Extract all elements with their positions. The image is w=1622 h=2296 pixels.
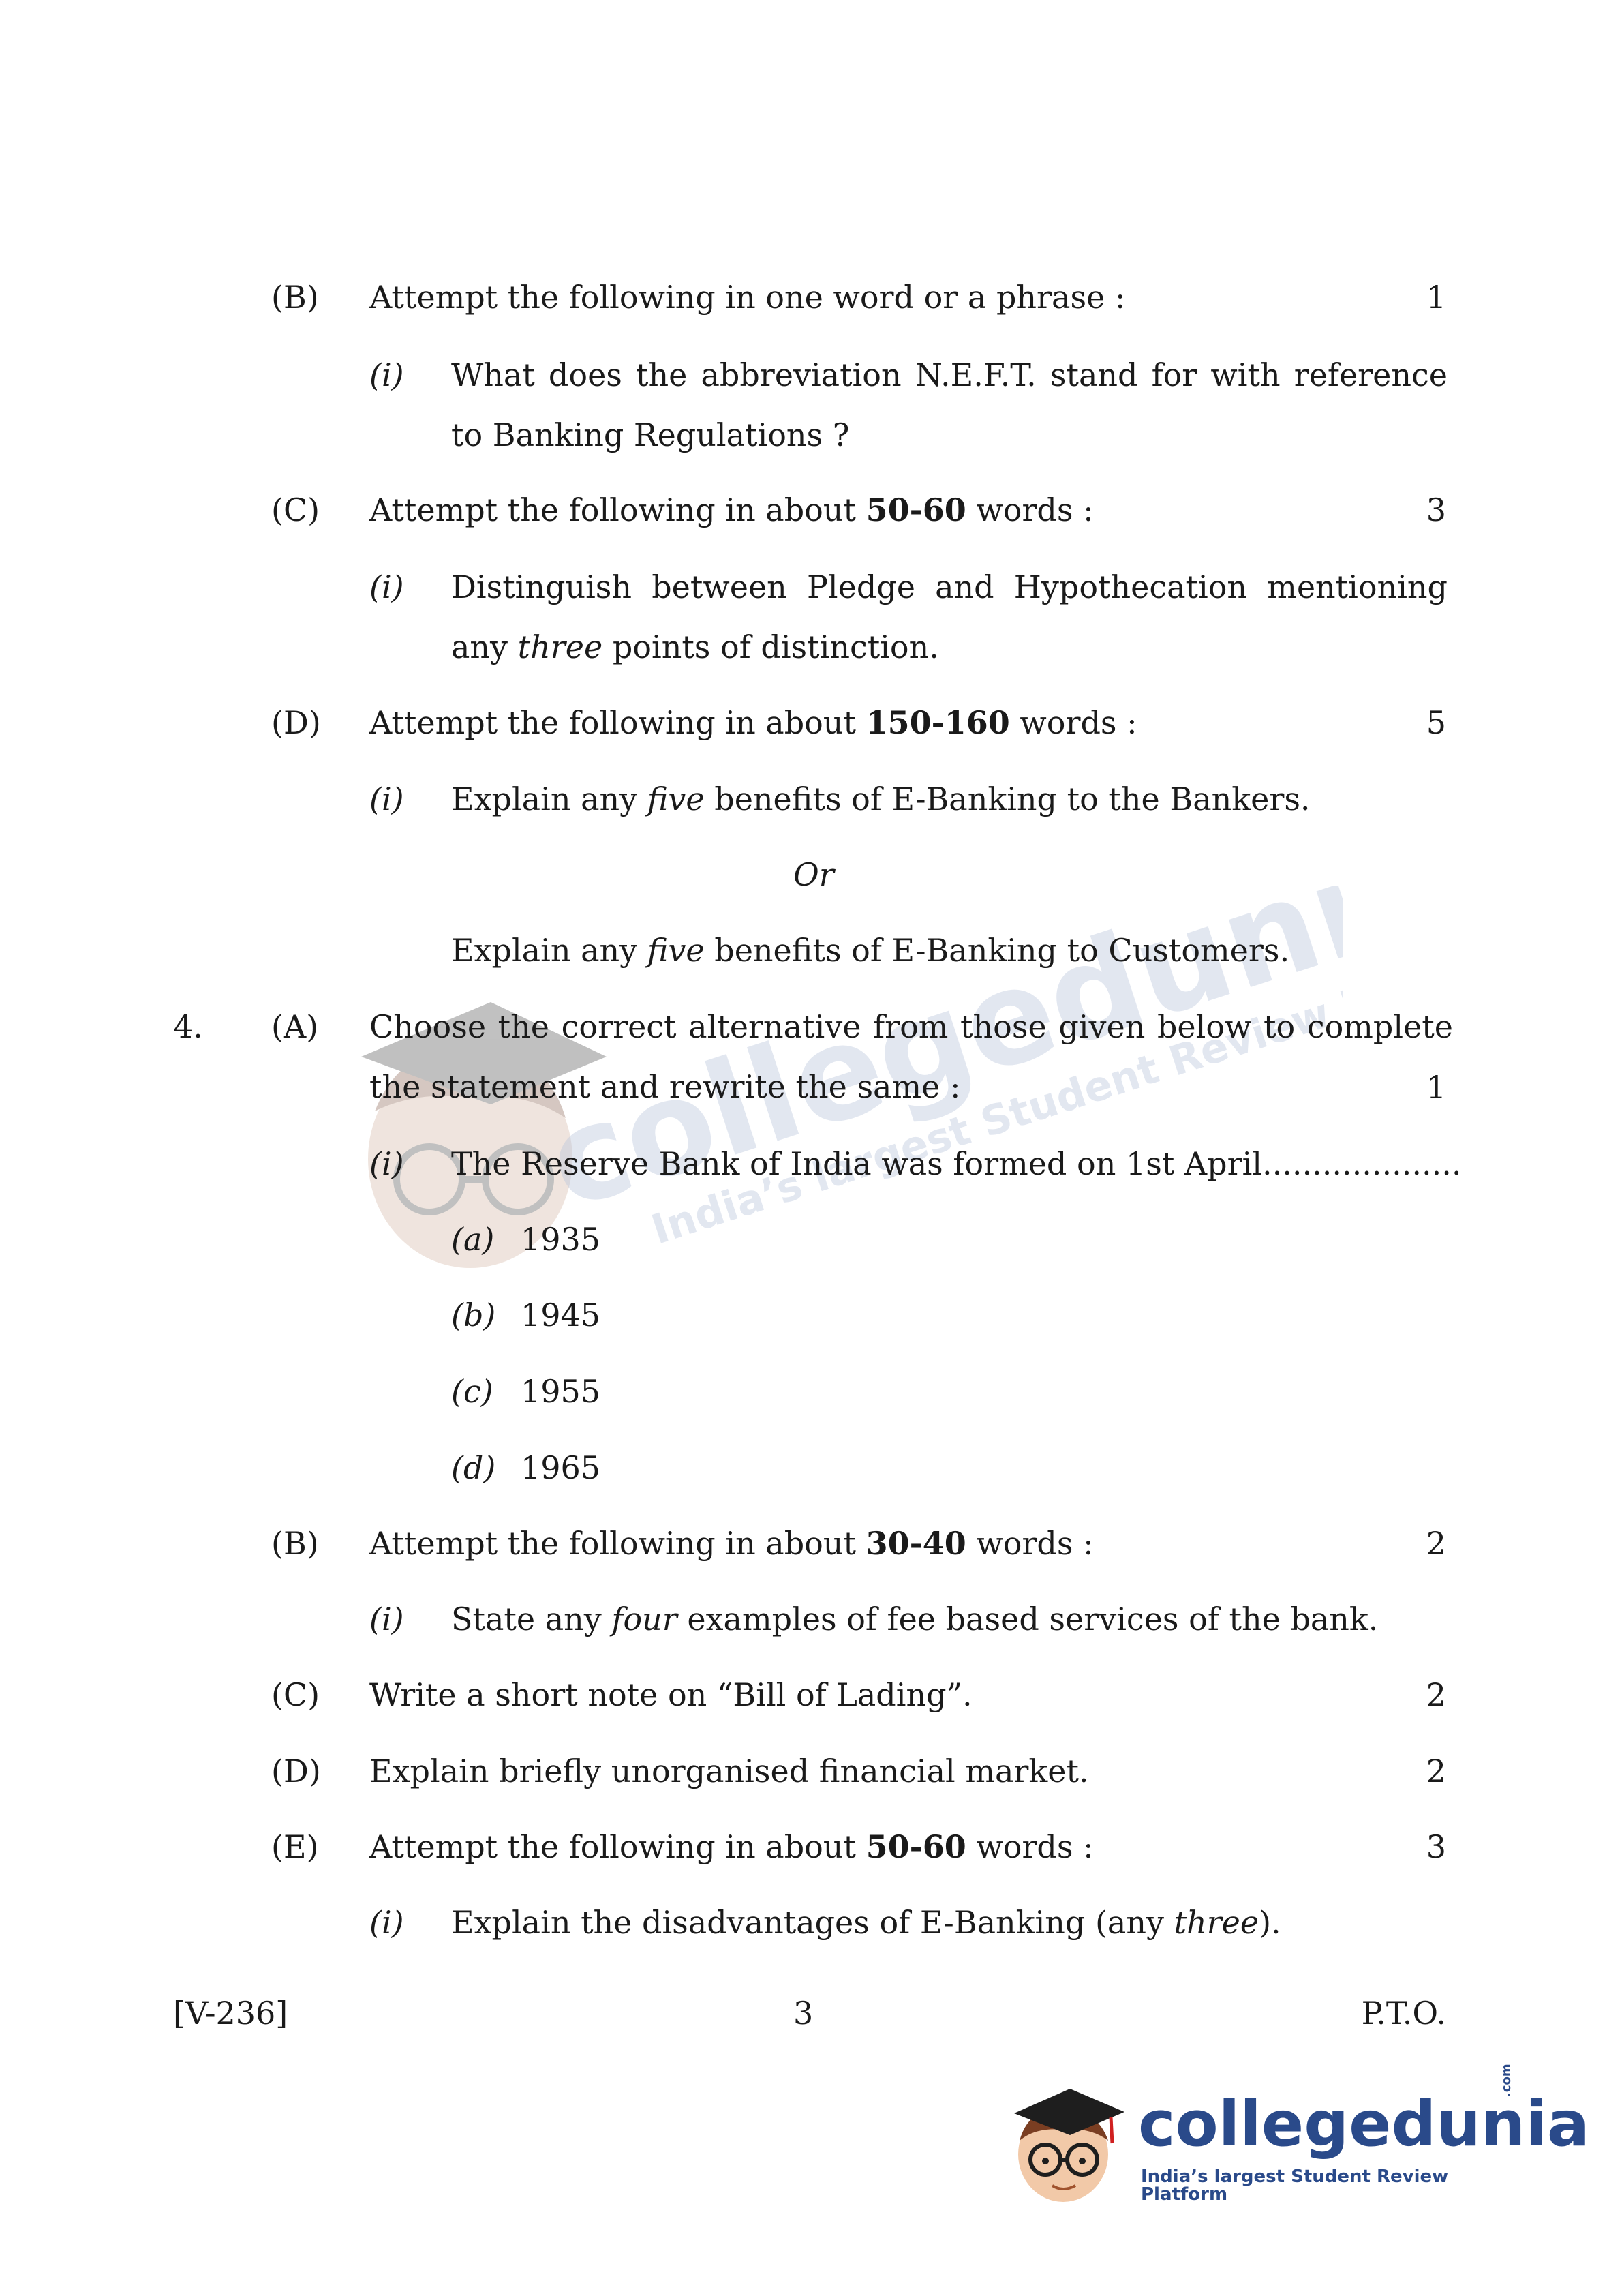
logo-tagline: India’s largest Student Review Platform — [1141, 2166, 1449, 2205]
page-number: 3 — [793, 1995, 814, 2031]
q3-c-marks: 3 — [1426, 492, 1446, 528]
q3-d-instruction: Attempt the following in about 150-160 words : — [369, 704, 1137, 741]
q3-d-sub-i: (i) — [369, 781, 404, 817]
mascot-icon — [995, 2072, 1131, 2209]
q4-d-label: (D) — [271, 1753, 321, 1789]
q4-c-marks: 2 — [1426, 1676, 1446, 1713]
q4-e-label: (E) — [271, 1828, 319, 1865]
q4-e-sub-i: (i) — [369, 1904, 404, 1941]
q3-b-instruction: Attempt the following in one word or a phrase : — [369, 279, 1126, 316]
watermark-brand: collegedunia — [530, 886, 1343, 1239]
q4-b-sub-i: (i) — [369, 1601, 404, 1637]
q3-c-sub-i: (i) — [369, 569, 404, 605]
q4-a-instruction: Choose the correct alternative from those given below to complete the statement and rewrite the same : — [369, 1008, 1453, 1105]
q4-a-option-c-key: (c) — [451, 1373, 493, 1410]
collegedunia-logo — [995, 2064, 1589, 2209]
q4-a-option-d-value: 1965 — [521, 1449, 601, 1486]
q4-b-label: (B) — [271, 1525, 319, 1562]
q3-b-marks: 1 — [1426, 279, 1446, 316]
logo-brand: collegedunia — [1138, 2087, 1589, 2160]
q4-a-marks: 1 — [1426, 1069, 1446, 1106]
q4-a-option-d-key: (d) — [451, 1449, 496, 1486]
q3-d-marks: 5 — [1426, 704, 1446, 741]
q4-a-sub-i: (i) — [369, 1145, 404, 1182]
q4-a-label: (A) — [271, 1008, 319, 1045]
q3-b-label: (B) — [271, 279, 319, 316]
q4-number: 4. — [173, 1008, 203, 1045]
q4-b-question: State any four examples of fee based services of the bank. — [451, 1601, 1379, 1637]
q4-a-option-b-key: (b) — [451, 1297, 496, 1333]
q4-e-marks: 3 — [1426, 1828, 1446, 1865]
watermark-tagline: India’s largest Student Review Platform — [645, 923, 1343, 1254]
q4-e-question: Explain the disadvantages of E-Banking (any three). — [451, 1904, 1281, 1941]
q3-c-question: Distinguish between Pledge and Hypothecation mentioning any three points of distinction. — [451, 569, 1448, 665]
q4-c-label: (C) — [271, 1676, 320, 1713]
q3-c-instruction: Attempt the following in about 50-60 words : — [369, 492, 1094, 528]
q3-d-label: (D) — [271, 704, 321, 741]
q4-a-option-c-value: 1955 — [521, 1373, 601, 1410]
q4-a-option-a-key: (a) — [451, 1221, 495, 1258]
pto-label: P.T.O. — [1361, 1995, 1446, 2031]
q3-b-question: What does the abbreviation N.E.F.T. stand for with reference to Banking Regulations ? — [451, 357, 1448, 453]
q4-e-instruction: Attempt the following in about 50-60 words : — [369, 1828, 1094, 1865]
logo-dotcom: .com — [1499, 2064, 1514, 2097]
q4-d-marks: 2 — [1426, 1753, 1446, 1789]
q4-a-question: The Reserve Bank of India was formed on 1st April.................... — [451, 1145, 1462, 1182]
q4-b-marks: 2 — [1426, 1525, 1446, 1562]
q4-c-question: Write a short note on “Bill of Lading”. — [369, 1676, 973, 1713]
q3-b-sub-i: (i) — [369, 357, 404, 393]
q4-a-option-a-value: 1935 — [521, 1221, 601, 1258]
q3-c-label: (C) — [271, 492, 320, 528]
q4-a-option-b-value: 1945 — [521, 1297, 601, 1333]
paper-code: [V-236] — [173, 1995, 288, 2031]
q4-b-instruction: Attempt the following in about 30-40 words : — [369, 1525, 1094, 1562]
q3-d-alternative: Explain any five benefits of E-Banking to Customers. — [451, 932, 1290, 969]
q3-d-question: Explain any five benefits of E-Banking to the Bankers. — [451, 781, 1311, 817]
q3-d-or: Or — [793, 856, 834, 893]
q4-d-question: Explain briefly unorganised financial market. — [369, 1753, 1089, 1789]
